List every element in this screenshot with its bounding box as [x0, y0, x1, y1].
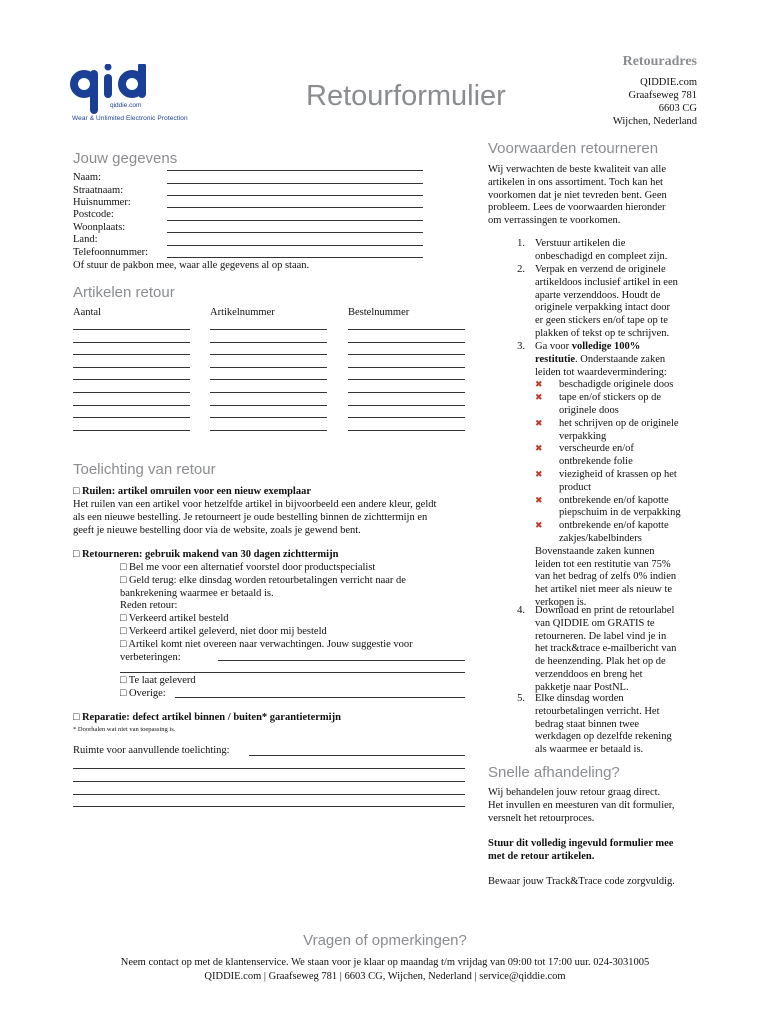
extra-label: Ruimte voor aanvullende toelichting:: [73, 745, 230, 756]
article-input-line[interactable]: [73, 405, 190, 406]
bullet-text: viezigheid of krassen op het: [559, 468, 677, 480]
article-input-line[interactable]: [348, 379, 465, 380]
article-input-line[interactable]: [210, 342, 327, 343]
article-input-line[interactable]: [348, 417, 465, 418]
step-number: 5.: [517, 693, 525, 704]
option-ruilen-desc: [73, 499, 436, 537]
text-line: Het invullen en meesturen van dit formulier,: [488, 799, 675, 811]
address-line: Graafseweg 781: [628, 90, 697, 101]
text-line: versnelt het retourproces.: [488, 812, 595, 824]
checkbox-verkeerd-besteld[interactable]: □ Verkeerd artikel besteld: [120, 613, 229, 625]
bullet-item: [535, 469, 705, 482]
snelle-text-3: Bewaar jouw Track&Trace code zorgvuldig.: [488, 876, 675, 887]
article-input-line[interactable]: [210, 379, 327, 380]
bullet-item: [535, 495, 705, 508]
article-input-line[interactable]: [73, 354, 190, 355]
checkbox-overige[interactable]: □ Overige:: [120, 688, 166, 699]
bullet-text: ontbrekende en/of kapotte: [559, 494, 669, 506]
step-line: originele verpakking intact door: [535, 302, 670, 314]
intro-line: probleem. Lees de voorwaarden hieronder: [488, 202, 666, 214]
article-input-line[interactable]: [73, 329, 190, 330]
logo-tagline: Wear & Unlimited Electronic Protection: [72, 115, 188, 122]
field-label-land: Land:: [73, 234, 98, 245]
section-title-gegevens: Jouw gegevens: [73, 150, 178, 167]
step-line: leiden tot een restitutie van 75%: [535, 558, 671, 570]
step-line: als waarmee er betaald is.: [535, 744, 644, 756]
intro-line: artikelen in ons assortiment. Toch kan het: [488, 176, 663, 188]
column-header-bestelnummer: Bestelnummer: [348, 307, 410, 318]
suggestie-input-2[interactable]: [120, 672, 465, 673]
checkbox-bel-me[interactable]: □ Bel me voor een alternatief voorstel door productspecialist: [120, 562, 376, 573]
bullet-list: [535, 379, 705, 545]
section-title-artikelen: Artikelen retour: [73, 284, 175, 301]
article-input-line[interactable]: [348, 342, 465, 343]
option-ruilen[interactable]: □ Ruilen: artikel omruilen voor een nieuw exemplaar: [73, 486, 311, 497]
field-input-extra[interactable]: [167, 257, 423, 258]
extra-input-line[interactable]: [73, 768, 465, 769]
field-input-straatnaam[interactable]: [167, 183, 423, 184]
step-number: 2.: [517, 264, 525, 275]
step-line: verkopen is.: [535, 596, 587, 608]
logo-domain: qiddie.com: [110, 102, 142, 109]
checkbox-niet-verwachting[interactable]: □ Artikel komt niet overeen naar verwachtingen. Jouw suggestie voor: [120, 638, 413, 650]
suggestie-label: verbeteringen:: [120, 651, 181, 663]
step-line: het artikel niet meer als nieuw te: [535, 584, 673, 596]
address-line: Wijchen, Nederland: [612, 116, 697, 127]
option-retourneren[interactable]: □ Retourneren: gebruik makend van 30 dagen zichttermijn: [73, 549, 339, 560]
option-reparatie[interactable]: □ Reparatie: defect artikel binnen / buiten* garantietermijn: [73, 712, 341, 723]
step-bold: volledige 100%: [571, 341, 641, 352]
reden-retour-label: Reden retour:: [120, 600, 178, 612]
step-line: onbeschadigd en compleet zijn.: [535, 250, 668, 262]
article-input-line[interactable]: [73, 342, 190, 343]
article-input-line[interactable]: [210, 367, 327, 368]
checkbox-geld-terug[interactable]: □ Geld terug: elke dinsdag worden retourbetalingen verricht naar de: [120, 574, 406, 586]
step-line: [535, 341, 705, 354]
article-input-line[interactable]: [73, 367, 190, 368]
article-input-line[interactable]: [210, 405, 327, 406]
section-title-snelle: Snelle afhandeling?: [488, 764, 620, 781]
step-line: Bovenstaande zaken kunnen: [535, 545, 655, 557]
step-line: pakketje naar PostNL.: [535, 681, 629, 693]
bullet-text: tape en/of stickers op de: [559, 392, 662, 404]
section-title-toelichting: Toelichting van retour: [73, 461, 216, 478]
step-line: Download en print de retourlabel: [535, 605, 675, 616]
x-mark-icon: ✖: [535, 469, 543, 480]
field-input-naam[interactable]: [167, 170, 423, 171]
article-input-line[interactable]: [348, 405, 465, 406]
bullet-item: [535, 507, 705, 520]
step-line: bedrag staat binnen twee: [535, 718, 640, 730]
step-line: retourneren. De label vind je in: [535, 630, 667, 642]
column-header-aantal: Aantal: [73, 307, 101, 318]
bullet-item: [535, 482, 705, 495]
checkbox-te-laat[interactable]: □ Te laat geleverd: [120, 675, 196, 686]
desc-line: Het ruilen van een artikel voor hetzelfde artikel in bijvoorbeeld een andere kleur, geldt: [73, 499, 437, 510]
address-line: QIDDIE.com: [640, 77, 697, 88]
article-input-line[interactable]: [73, 417, 190, 418]
footer-address: QIDDIE.com | Graafseweg 781 | 6603 CG, Wijchen, Nederland | service@qiddie.com: [204, 971, 566, 982]
bullet-text: het schrijven op de originele: [559, 417, 679, 429]
step-line: Verpak en verzend de originele: [535, 264, 666, 275]
step-line: artikeldoos inclusief artikel in een: [535, 276, 678, 288]
voorwaarden-intro: [488, 164, 703, 228]
text-line: Stuur dit volledig ingevuld formulier mee: [488, 838, 674, 849]
return-address-title: Retouradres: [622, 54, 697, 69]
footer-contact: Neem contact op met de klantenservice. We staan voor je klaar op maandag t/m vrijdag van 09:00 tot 17:00 uur. 024-3031005: [120, 957, 650, 968]
field-input-woonplaats[interactable]: [167, 220, 423, 221]
bullet-item: [535, 405, 705, 418]
article-input-line[interactable]: [348, 329, 465, 330]
article-input-line[interactable]: [73, 430, 190, 431]
address-line: 6603 CG: [658, 103, 697, 114]
step-line: Verstuur artikelen die: [535, 238, 626, 249]
bullet-item: [535, 456, 705, 469]
article-input-line[interactable]: [210, 329, 327, 330]
intro-line: om verrassingen te voorkomen.: [488, 215, 621, 227]
article-input-line[interactable]: [210, 430, 327, 431]
field-input-telefoonnummer[interactable]: [167, 245, 423, 246]
step-number: 1.: [517, 238, 525, 249]
x-mark-icon: ✖: [535, 495, 543, 506]
step-line: van het bedrag of zelfs 0% indien: [535, 571, 677, 583]
x-mark-icon: ✖: [535, 393, 543, 404]
page-title: Retourformulier: [306, 80, 506, 112]
step-line: de heenzending. Plak het op de: [535, 656, 666, 668]
footer-title: Vragen of opmerkingen?: [303, 932, 467, 949]
bullet-item: [535, 379, 705, 392]
field-label-telefoonnummer: Telefoonnummer:: [73, 247, 149, 258]
bullet-text: verpakking: [559, 430, 607, 442]
bullet-text: zakjes/kabelbinders: [559, 532, 642, 544]
step-number: 3.: [517, 341, 525, 352]
step-text: . Onderstaande zaken: [575, 353, 666, 365]
desc-line: als een nieuwe bestelling. Je retourneert je oude bestelling binnen de zichttermijn en: [73, 511, 428, 523]
field-label-naam: Naam:: [73, 172, 101, 183]
field-label-huisnummer: Huisnummer:: [73, 197, 131, 208]
step-line: verzenddoos en breng het: [535, 668, 643, 680]
article-input-line[interactable]: [348, 354, 465, 355]
bullet-item: [535, 431, 705, 444]
bullet-text: verscheurde en/of: [559, 443, 634, 455]
intro-line: Wij verwachten de beste kwaliteit van alle: [488, 164, 667, 175]
overige-input[interactable]: [175, 697, 465, 698]
field-label-woonplaats: Woonplaats:: [73, 222, 126, 233]
bullet-text: piepschuim in de verpakking: [559, 507, 681, 519]
step-line: Elke dinsdag worden: [535, 693, 624, 704]
article-input-line[interactable]: [348, 367, 465, 368]
suggestie-input[interactable]: [218, 660, 465, 661]
x-mark-icon: ✖: [535, 521, 543, 532]
snelle-text-2: [488, 838, 708, 864]
step-line: [535, 354, 705, 367]
extra-input-line[interactable]: [73, 794, 465, 795]
article-input-line[interactable]: [210, 417, 327, 418]
x-mark-icon: ✖: [535, 418, 543, 429]
step-line: aparte verzenddoos. Houdt de: [535, 289, 661, 301]
step-line: plakken of tekst op te schrijven.: [535, 327, 670, 339]
field-label-straatnaam: Straatnaam:: [73, 185, 124, 196]
article-input-line[interactable]: [348, 430, 465, 431]
desc-line: geeft je nieuwe bestelling door via de website, zoals je gewend bent.: [73, 524, 361, 536]
bullet-item: [535, 520, 705, 533]
checkbox-verkeerd-geleverd[interactable]: □ Verkeerd artikel geleverd, niet door mij besteld: [120, 625, 327, 637]
step-bold: restitutie: [535, 353, 576, 365]
article-input-line[interactable]: [348, 392, 465, 393]
extra-input-line[interactable]: [73, 806, 465, 807]
step-line: retourbetalingen verricht. Het: [535, 705, 660, 717]
field-input-land[interactable]: [167, 232, 423, 233]
extra-input-line[interactable]: [73, 781, 465, 782]
field-input-huisnummer[interactable]: [167, 195, 423, 196]
bullet-text: product: [559, 481, 592, 493]
bullet-item: [535, 392, 705, 405]
bullet-item: [535, 443, 705, 456]
bullet-item: [535, 418, 705, 431]
x-mark-icon: ✖: [535, 380, 543, 391]
extra-input[interactable]: [249, 755, 465, 756]
step-text: Ga voor: [535, 341, 572, 352]
article-input-line[interactable]: [73, 379, 190, 380]
return-address: [613, 76, 697, 128]
bullet-text: beschadigde originele doos: [559, 379, 674, 391]
article-input-line[interactable]: [210, 354, 327, 355]
field-label-postcode: Postcode:: [73, 209, 114, 220]
footnote: * Doorhalen wat niet van toepassing is.: [73, 726, 176, 733]
step-line: van QIDDIE om GRATIS te: [535, 617, 655, 629]
section-title-voorwaarden: Voorwaarden retourneren: [488, 140, 659, 157]
article-input-line[interactable]: [210, 392, 327, 393]
step-number: 4.: [517, 605, 525, 616]
step-line: werkdagen op dezelfde rekening: [535, 731, 672, 743]
bullet-text: originele doos: [559, 404, 619, 416]
text-line: Wij behandelen jouw retour graag direct.: [488, 787, 661, 798]
step-line: leiden tot waardevermindering:: [535, 366, 667, 378]
step-line: het track&trace e-mailbericht van: [535, 643, 677, 655]
field-input-postcode[interactable]: [167, 207, 423, 208]
pakbon-note: Of stuur de pakbon mee, waar alle gegevens al op staan.: [73, 260, 310, 271]
bullet-text: ontbrekende en/of kapotte: [559, 520, 669, 532]
intro-line: voorkomen dat je niet tevreden bent. Geen: [488, 189, 667, 201]
bullet-text: ontbrekende folie: [559, 456, 633, 468]
bullet-item: [535, 533, 705, 546]
desc-line: bankrekening waarmee er betaald is.: [120, 587, 274, 599]
column-header-artikelnummer: Artikelnummer: [210, 307, 275, 318]
snelle-text-1: [488, 787, 708, 825]
step-line: er geen stickers en/of tape op te: [535, 315, 668, 327]
option-retourneren-sub: [120, 562, 465, 664]
x-mark-icon: ✖: [535, 444, 543, 455]
text-line: met de retour artikelen.: [488, 850, 595, 862]
article-input-line[interactable]: [73, 392, 190, 393]
